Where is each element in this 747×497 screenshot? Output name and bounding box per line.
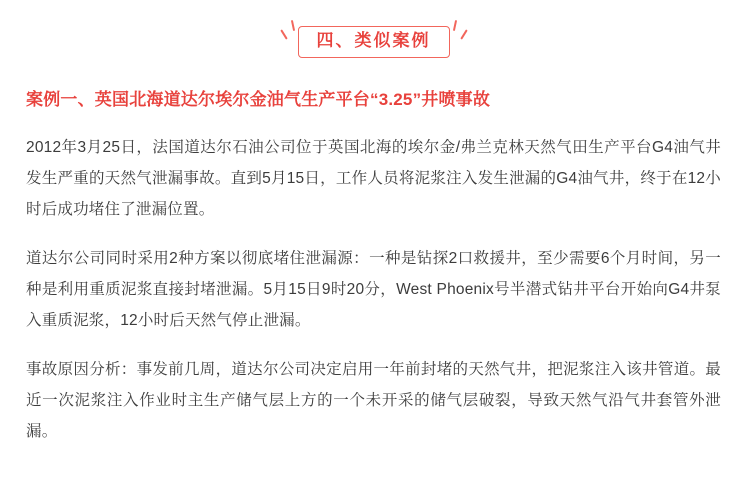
body-paragraph: 2012年3月25日，法国道达尔石油公司位于英国北海的埃尔金/弗兰克林天然气田生产平台G4油气井发生严重的天然气泄漏事故。直到5月15日，工作人员将泥浆注入发生泄漏的G4油气井，终于在12小时后成功堵住了泄漏位置。 (26, 138, 721, 218)
case-title: 案例一、英国北海道达尔埃尔金油气生产平台“3.25”井喷事故 (26, 90, 491, 109)
section-badge-label: 四、类似案例 (316, 31, 431, 51)
spark-decoration-icon (452, 20, 456, 31)
spark-decoration-icon (280, 29, 288, 39)
document-page (0, 22, 747, 497)
section-header (26, 22, 721, 62)
spark-decoration-icon (290, 20, 294, 31)
body-paragraph: 道达尔公司同时采用2种方案以彻底堵住泄漏源：一种是钻探2口救援井，至少需要6个月时间，另一种是利用重质泥浆直接封堵泄漏。5月15日9时20分，West Phoenix号半潜式钻井平台开始向G4井泵入重质泥浆，12小时后天然气停止泄漏。 (26, 249, 721, 329)
section-badge (298, 26, 450, 58)
body-paragraph: 事故原因分析：事发前几周，道达尔公司决定启用一年前封堵的天然气井，把泥浆注入该井管道。最近一次泥浆注入作业时主生产储气层上方的一个未开采的储气层破裂，导致天然气沿气井套管外泄漏。 (26, 360, 721, 440)
spark-decoration-icon (460, 29, 468, 39)
